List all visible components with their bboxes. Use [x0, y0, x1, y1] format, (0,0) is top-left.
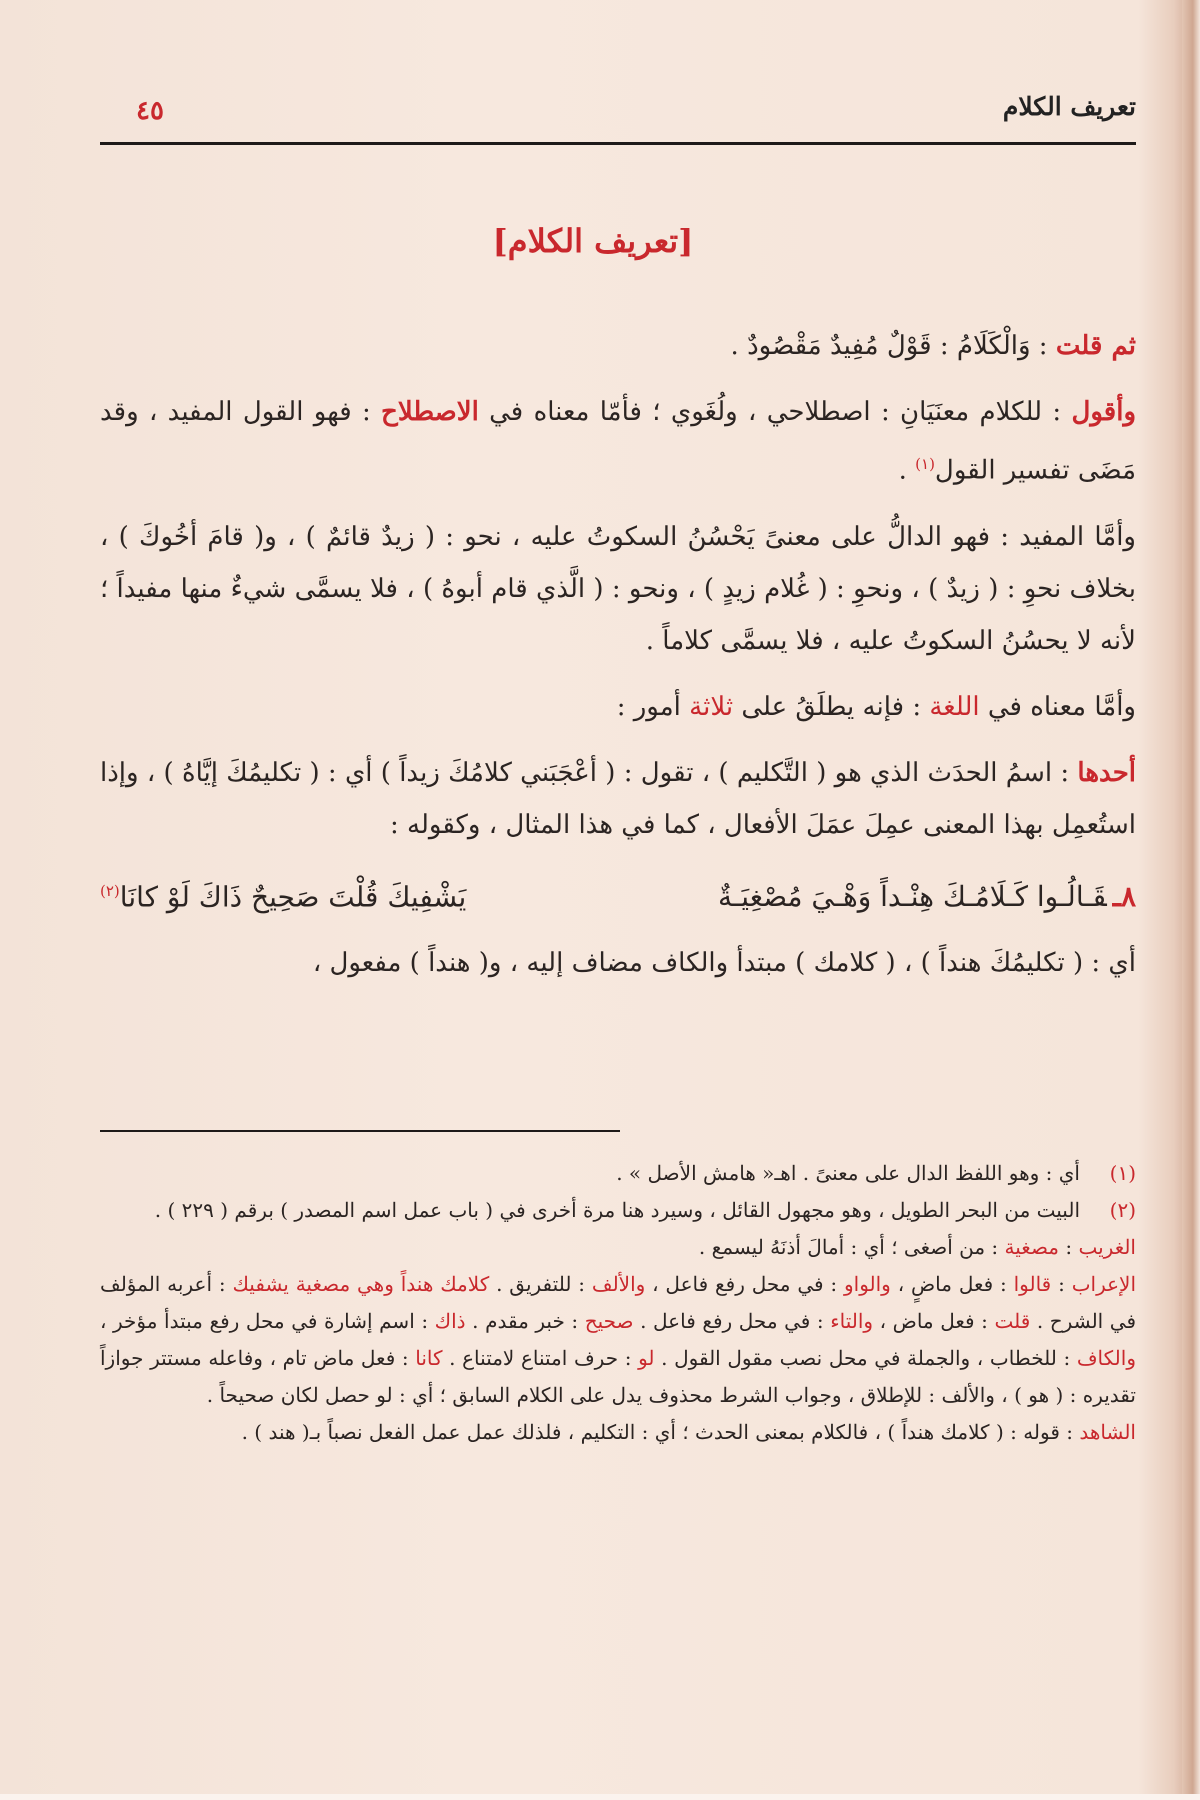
label-irab: الإعراب: [1071, 1272, 1137, 1296]
paragraph-text: وأمَّا معناه في: [979, 691, 1136, 722]
footnote-number: (٢): [1109, 1198, 1136, 1222]
verse-second-hemistich: [100, 865, 466, 923]
running-title: تعريف الكلام: [1002, 92, 1136, 121]
paragraph-mufid: وأمَّا المفيد : فهو الدالُّ على معنىً يَحْسُنُ السكوتُ عليه ، نحو : ( زيدٌ قائمٌ ) ، و( قامَ أخُوكَ ) ، بخلاف نحوِ : ( زيدٌ ) ، ونحوِ : ( غُلام زيدٍ ) ، ونحو : ( الَّذي قام أبوهُ ) ، فلا يسمَّى شيءٌ منها مفيداً ؛ لأنه لا يحسُنُ السكوتُ عليه ، فلا يسمَّى كلاماً .: [100, 521, 1136, 656]
poetry-verse: [100, 865, 1136, 923]
footnote-1: [100, 1155, 1136, 1192]
page-header: [100, 92, 1136, 142]
irab-word: لو: [638, 1346, 655, 1370]
irab-text: : في محل رفع فاعل .: [633, 1309, 831, 1333]
hemistich-text: يَشْفِيكَ قُلْتَ صَحِيحٌ ذَاكَ لَوْ كانَا: [119, 879, 467, 913]
paragraph-text: : فإنه يطلَقُ على: [733, 691, 930, 722]
irab-word: كلامك هنداً وهي مصغية يشفيك: [232, 1272, 490, 1296]
shahid-section: [100, 1414, 1136, 1451]
highlight-lugha: اللغة: [929, 691, 980, 722]
footnote-text: أي : وهو اللفظ الدال على معنىً . اهـ« هامش الأصل » .: [616, 1161, 1080, 1185]
footnote-ref-1[interactable]: (١): [915, 455, 935, 473]
footnote-ref-2[interactable]: (٢): [100, 881, 120, 900]
footnotes: [100, 1155, 1136, 1451]
gharib-text: : من أصغى ؛ أي : أمالَ أذنَهُ ليسمع .: [698, 1235, 1005, 1259]
footnote-2: [100, 1192, 1136, 1229]
irab-text: : للخطاب ، والجملة في محل نصب مقول القول .: [654, 1346, 1077, 1370]
gharib-word: مصغية: [1004, 1235, 1059, 1259]
paragraph-text: : للكلام معنَيَانِ : اصطلاحي ، ولُغَوي ؛ فأمّا معناه في: [478, 397, 1072, 427]
label-shahid: الشاهد: [1079, 1420, 1136, 1444]
separator-text: :: [1051, 1272, 1072, 1296]
irab-text: : فعل ماضٍ ،: [890, 1272, 1014, 1296]
separator-text: :: [1059, 1235, 1079, 1259]
irab-word: والواو: [843, 1272, 891, 1296]
irab-word: كانا: [415, 1346, 443, 1370]
paragraph-sharh: [100, 386, 1136, 497]
footnote-text: البيت من البحر الطويل ، وهو مجهول القائل ، وسيرد هنا مرة أخرى في ( باب عمل اسم المصدر ) برقم ( ٢٢٩ ) .: [154, 1198, 1080, 1222]
label-thumma-qultu: ثم قلت: [1055, 331, 1136, 361]
header-rule: [100, 142, 1136, 145]
irab-text: : حرف امتناع لامتناع .: [442, 1346, 639, 1370]
irab-word: قلت: [994, 1309, 1031, 1333]
paragraph-text: : اسمُ الحدَث الذي هو ( التَّكليم ) ، تقول : ( أعْجَبَني كلامُكَ زيداً ) أي : ( تكليمُكَ إيَّاهُ ) ، وإذا استُعمِل بهذا المعنى عمِلَ عمَلَ الأفعال ، كما في هذا المثال ، وكقوله :: [100, 757, 1136, 840]
gharib-section: [100, 1229, 1136, 1266]
paragraph-matn: [100, 320, 1136, 372]
label-ahaduha: أحدها: [1077, 757, 1136, 788]
paragraph-ahaduha: [100, 747, 1136, 851]
shahid-text: : قوله : ( كلامك هنداً ) ، فالكلام بمعنى الحدث ؛ أي : التكليم ، فلذلك عمل عمل الفعل نصباً بـ( هند ) .: [241, 1420, 1080, 1444]
label-gharib: الغريب: [1078, 1235, 1136, 1259]
irab-text: : للتفريق .: [489, 1272, 592, 1296]
irab-word: قالوا: [1013, 1272, 1052, 1296]
irab-text: : في محل رفع فاعل ،: [645, 1272, 844, 1296]
bottom-margin: [0, 1794, 1200, 1800]
irab-text: : فعل ماض تام ، وفاعله مستتر جوازاً تقديره : ( هو ) ، والألف : للإطلاق ، وجواب الشرط محذوف يدل على الكلام السابق ؛ أي : لو حصل لكان صحيحاً .: [100, 1346, 1136, 1407]
verse-number: ٨ـ: [1112, 879, 1136, 913]
irab-section: [100, 1266, 1136, 1414]
paragraph-lugha: [100, 681, 1136, 733]
irab-word: والكاف: [1076, 1346, 1136, 1370]
irab-word: ذاك: [434, 1309, 466, 1333]
irab-text: : اسم إشارة في محل رفع مبتدأ مؤخر ،: [100, 1309, 435, 1333]
footnote-separator: [100, 1130, 620, 1132]
irab-text: : خبر مقدم .: [465, 1309, 585, 1333]
matn-text: : وَالْكَلَامُ : قَوْلٌ مُفِيدٌ مَقْصُودٌ .: [730, 331, 1056, 361]
label-wa-aqulu: وأقول: [1071, 397, 1136, 427]
main-text: [100, 320, 1136, 1003]
hemistich-text: قَـالُـوا كَـلَامُـكَ هِنْـداً وَهْـيَ مُصْغِيَـةٌ: [718, 879, 1107, 913]
paragraph-text: أمور :: [616, 691, 690, 722]
verse-first-hemistich: [718, 871, 1136, 923]
irab-text: : فعل ماض ،: [873, 1309, 995, 1333]
irab-word: صحيح: [584, 1309, 634, 1333]
footnote-number: (١): [1109, 1161, 1136, 1185]
paragraph-text: .: [898, 455, 916, 486]
paragraph-text: : فهو القول المفيد ، وقد مَضَى تفسير القول: [100, 397, 1136, 486]
footnote-analysis: [100, 1229, 1136, 1451]
irab-word: والتاء: [830, 1309, 874, 1333]
irab-word: والألف: [591, 1272, 646, 1296]
page-number: ٤٥: [136, 96, 164, 126]
page-edge: [1182, 0, 1200, 1800]
highlight-thalatha: ثلاثة: [689, 691, 734, 722]
irab-text: : أعربه المؤلف في الشرح .: [100, 1272, 1137, 1333]
highlight-istilah: الاصطلاح: [381, 397, 479, 427]
paragraph-explanation: أي : ( تكليمُكَ هنداً ) ، ( كلامك ) مبتدأ والكاف مضاف إليه ، و( هنداً ) مفعول ،: [312, 947, 1136, 978]
section-title: [تعريف الكلام]: [492, 222, 694, 260]
